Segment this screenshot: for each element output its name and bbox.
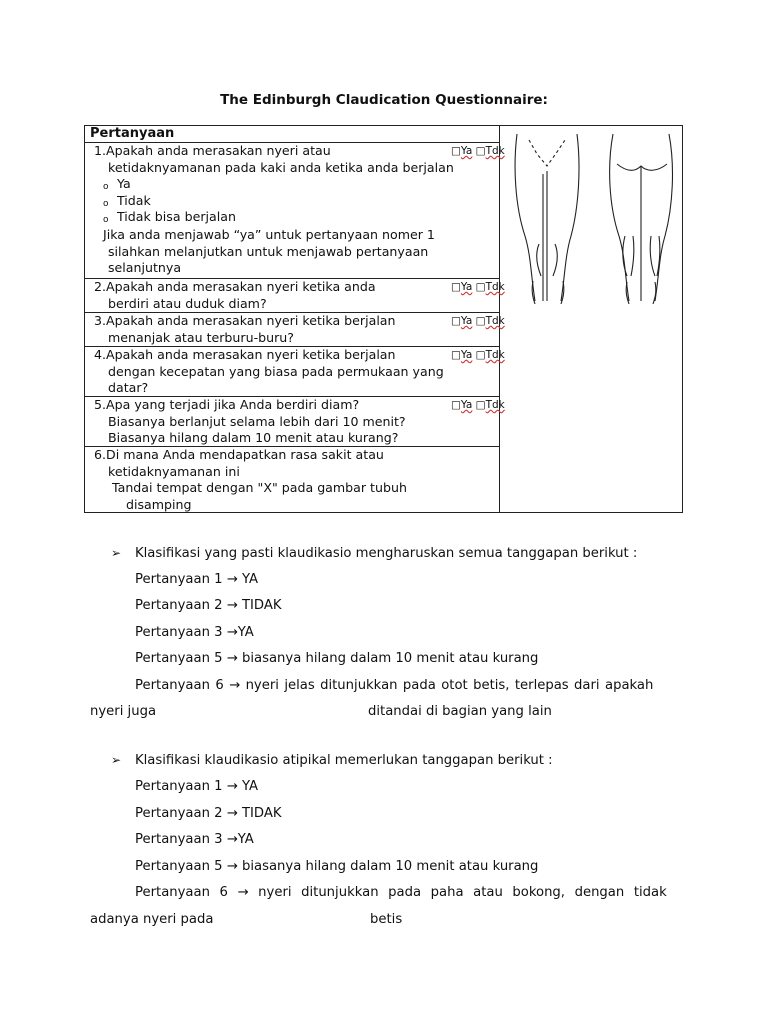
arrowhead-bullet-icon: ➢	[111, 753, 122, 767]
arrowhead-bullet-icon: ➢	[111, 546, 122, 560]
section1-item-3: Pertanyaan 3 →YA	[135, 625, 254, 640]
section1-item-1: Pertanyaan 1 → YA	[135, 572, 259, 587]
question-2	[85, 279, 505, 313]
section2-item-1: Pertanyaan 1 → YA	[135, 779, 259, 794]
section1-heading: Klasifikasi yang pasti klaudikasio mengharuskan semua tanggapan berikut :	[135, 546, 638, 561]
q1-line-2: ketidaknyamanan pada kaki anda ketika anda berjalan	[108, 159, 454, 175]
q6-line-2: ketidaknyamanan ini	[108, 463, 240, 479]
section1-q6-line-2a: nyeri juga	[90, 704, 157, 719]
q3-answer-boxes[interactable]: □Ya □Tdk	[451, 315, 505, 327]
q5-line-3: Biasanya hilang dalam 10 menit atau kurang?	[108, 430, 399, 446]
q4-line-1: 4.Apakah anda merasakan nyeri ketika berjalan	[94, 347, 396, 362]
q6-line-3: Tandai tempat dengan "X" pada gambar tubuh	[112, 480, 407, 496]
q5-line-2: Biasanya berlanjut selama lebih dari 10 menit?	[108, 413, 406, 429]
section2-heading: Klasifikasi klaudikasio atipikal memerlukan tanggapan berikut :	[135, 753, 553, 768]
section2-item-3: Pertanyaan 3 →YA	[135, 832, 254, 847]
section1-item-2: Pertanyaan 2 → TIDAK	[135, 598, 282, 613]
question-1	[85, 143, 505, 279]
q1-note-2: silahkan melanjutkan untuk menjawab pertanyaan	[108, 243, 429, 259]
q5-answer-boxes[interactable]: □Ya □Tdk	[451, 399, 505, 411]
circle-bullet-icon: o	[103, 182, 109, 192]
q4-line-2: dengan kecepatan yang biasa pada permukaan yang	[108, 363, 444, 379]
leg-diagram[interactable]	[501, 126, 684, 512]
q6-line-1: 6.Di mana Anda mendapatkan rasa sakit atau	[94, 447, 384, 462]
q1-note-1: Jika anda menjawab “ya” untuk pertanyaan nomer 1	[103, 227, 435, 242]
questions-column	[85, 126, 505, 512]
document-title: The Edinburgh Claudication Questionnaire:	[220, 92, 548, 108]
section1-q6-line-1: Pertanyaan 6 → nyeri jelas ditunjukkan pada otot betis, terlepas dari apakah	[135, 678, 654, 693]
section2-q6-line-2a: adanya nyeri pada	[90, 912, 214, 927]
circle-bullet-icon: o	[103, 199, 109, 209]
q2-answer-boxes[interactable]: □Ya □Tdk	[451, 281, 505, 293]
q3-no[interactable]: Tdk	[485, 315, 505, 327]
q1-option-3: Tidak bisa berjalan	[117, 209, 236, 225]
q3-line-2: menanjak atau terburu-buru?	[108, 329, 294, 345]
section2-item-4: Pertanyaan 5 → biasanya hilang dalam 10 menit atau kurang	[135, 859, 539, 874]
section1-q6-line-2b: ditandai di bagian yang lain	[368, 704, 552, 719]
q3-yes[interactable]: Ya	[460, 315, 473, 327]
q1-line-1: 1.Apakah anda merasakan nyeri atau	[94, 143, 331, 158]
q2-line-2: berdiri atau duduk diam?	[108, 295, 267, 311]
q6-line-4: disamping	[126, 496, 192, 512]
question-6	[85, 447, 499, 512]
q5-no[interactable]: Tdk	[485, 399, 505, 411]
q1-answer-boxes[interactable]: □Ya □Tdk	[451, 145, 505, 157]
q1-note-3: selanjutnya	[108, 260, 182, 276]
q1-option-1: Ya	[117, 176, 131, 192]
q4-answer-boxes[interactable]: □Ya □Tdk	[451, 349, 505, 361]
section2-q6-line-1: Pertanyaan 6 → nyeri ditunjukkan pada paha atau bokong, dengan tidak	[135, 885, 667, 900]
question-4	[85, 347, 505, 397]
q2-no[interactable]: Tdk	[485, 281, 505, 293]
q5-yes[interactable]: Ya	[460, 399, 473, 411]
questionnaire-table	[84, 125, 683, 513]
q4-line-3: datar?	[108, 380, 149, 396]
section2-item-2: Pertanyaan 2 → TIDAK	[135, 806, 282, 821]
q1-no[interactable]: Tdk	[485, 145, 505, 157]
q1-yes[interactable]: Ya	[460, 145, 473, 157]
section1-item-4: Pertanyaan 5 → biasanya hilang dalam 10 menit atau kurang	[135, 651, 539, 666]
table-header: Pertanyaan	[85, 126, 499, 143]
q4-yes[interactable]: Ya	[460, 349, 473, 361]
section2-q6-line-2b: betis	[370, 912, 403, 927]
q1-option-2: Tidak	[117, 192, 151, 208]
q5-line-1: 5.Apa yang terjadi jika Anda berdiri diam?	[94, 397, 360, 412]
q4-no[interactable]: Tdk	[485, 349, 505, 361]
question-3	[85, 313, 505, 347]
q3-line-1: 3.Apakah anda merasakan nyeri ketika berjalan	[94, 313, 396, 328]
legs-illustration	[501, 126, 684, 316]
q2-line-1: 2.Apakah anda merasakan nyeri ketika anda	[94, 279, 376, 294]
question-5	[85, 397, 505, 447]
circle-bullet-icon: o	[103, 215, 109, 225]
q2-yes[interactable]: Ya	[460, 281, 473, 293]
